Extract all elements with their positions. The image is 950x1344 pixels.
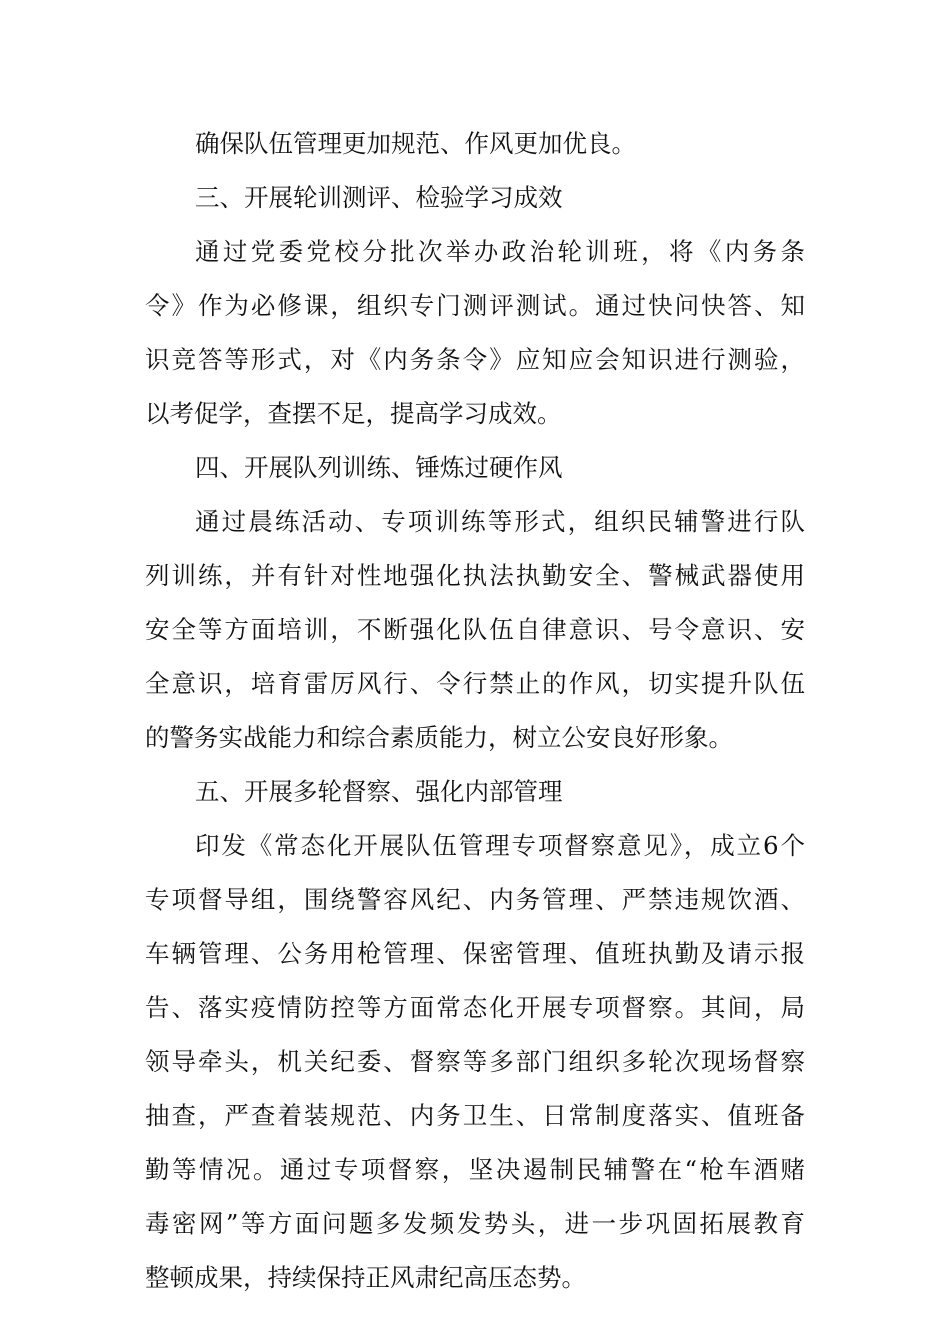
paragraph-line: 通过晨练活动、专项训练等形式，组织民辅警进行队 bbox=[195, 507, 805, 536]
paragraph-line: 毒密网”等方面问题多发频发势头，进一步巩固拓展教育 bbox=[145, 1209, 805, 1238]
paragraph-line: 车辆管理、公务用枪管理、保密管理、值班执勤及请示报 bbox=[145, 939, 805, 968]
section-heading-5: 五、开展多轮督察、强化内部管理 bbox=[195, 777, 563, 806]
paragraph-line: 确保队伍管理更加规范、作风更加优良。 bbox=[195, 129, 636, 158]
paragraph-line: 安全等方面培训，不断强化队伍自律意识、号令意识、安 bbox=[145, 615, 805, 644]
paragraph-line: 勤等情况。通过专项督察，坚决遏制民辅警在“枪车酒赌 bbox=[145, 1155, 805, 1184]
paragraph-line: 令》作为必修课，组织专门测评测试。通过快问快答、知 bbox=[145, 291, 805, 320]
paragraph-line: 领导牵头，机关纪委、督察等多部门组织多轮次现场督察 bbox=[145, 1047, 805, 1076]
paragraph-line: 的警务实战能力和综合素质能力，树立公安良好形象。 bbox=[145, 723, 733, 752]
paragraph-line: 专项督导组，围绕警容风纪、内务管理、严禁违规饮酒、 bbox=[145, 885, 805, 914]
section-heading-4: 四、开展队列训练、锤炼过硬作风 bbox=[195, 453, 563, 482]
paragraph-line: 印发《常态化开展队伍管理专项督察意见》，成立6个 bbox=[195, 831, 805, 860]
paragraph-line: 通过党委党校分批次举办政治轮训班，将《内务条 bbox=[195, 237, 805, 266]
paragraph-line: 列训练，并有针对性地强化执法执勤安全、警械武器使用 bbox=[145, 561, 805, 590]
paragraph-line: 识竞答等形式，对《内务条令》应知应会知识进行测验， bbox=[145, 345, 805, 374]
paragraph-line: 告、落实疫情防控等方面常态化开展专项督察。其间，局 bbox=[145, 993, 805, 1022]
paragraph-line: 全意识，培育雷厉风行、令行禁止的作风，切实提升队伍 bbox=[145, 669, 805, 698]
section-heading-3: 三、开展轮训测评、检验学习成效 bbox=[195, 183, 563, 212]
document-body bbox=[145, 117, 805, 1305]
paragraph-line: 以考促学，查摆不足，提高学习成效。 bbox=[145, 399, 562, 428]
paragraph-line: 抽查，严查着装规范、内务卫生、日常制度落实、值班备 bbox=[145, 1101, 805, 1130]
paragraph-line: 整顿成果，持续保持正风肃纪高压态势。 bbox=[145, 1263, 586, 1292]
